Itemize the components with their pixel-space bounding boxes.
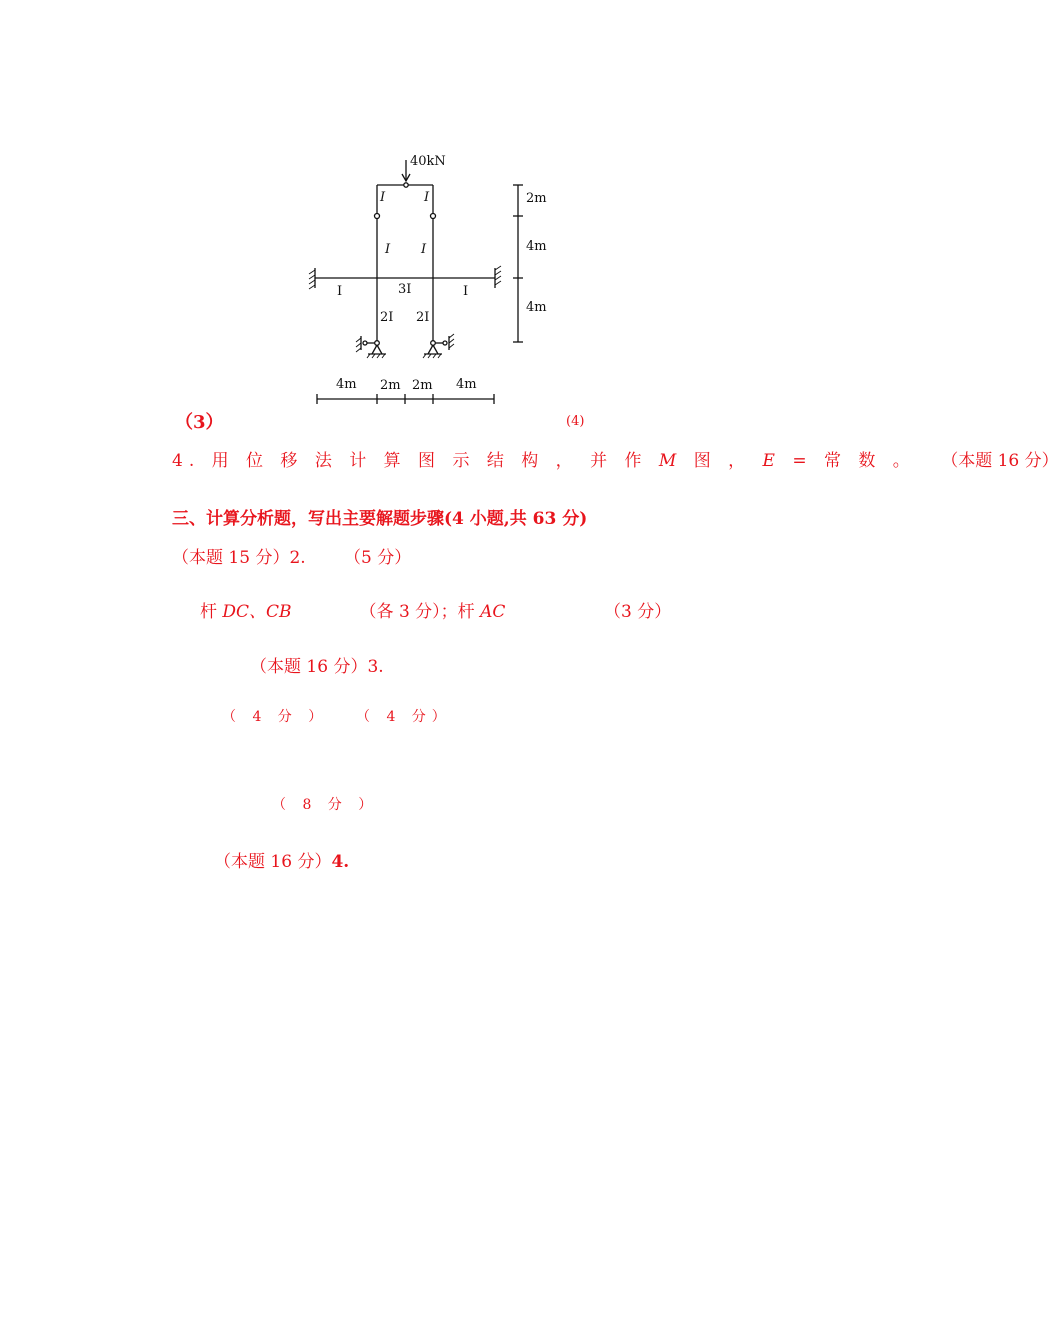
frame-diagram xyxy=(300,150,560,410)
member-label: I xyxy=(424,190,430,205)
answer-3-title: （本题 16 分）3. xyxy=(250,657,384,677)
members-dc-cb: DC、CB xyxy=(222,602,292,622)
member-label: I xyxy=(385,242,391,257)
dimension-label: 4m xyxy=(456,377,477,392)
question-4-score: （本题 16 分） xyxy=(941,451,1059,471)
question-4-text xyxy=(172,446,1059,471)
members-line xyxy=(200,597,505,622)
dimension-label: 4m xyxy=(526,300,547,315)
member-label: I xyxy=(380,190,386,205)
dimension-label: 2m xyxy=(380,378,401,393)
members-ac: AC xyxy=(480,602,506,622)
dimension-label: 4m xyxy=(526,239,547,254)
question-4-suffix: = 常 数 。 xyxy=(780,451,916,471)
member-label: 2I xyxy=(416,310,430,325)
structure-figure xyxy=(300,150,560,410)
modulus-symbol: E xyxy=(762,451,781,471)
section-3-heading: 三、计算分析题，写出主要解题步骤(4 小题,共 63 分) xyxy=(172,509,588,529)
score-4-a: （ 4 分 ） xyxy=(222,709,329,725)
answer-2-score: （5 分） xyxy=(344,548,412,568)
member-label: 3I xyxy=(398,282,412,297)
dimension-label: 4m xyxy=(336,377,357,392)
answer-2-title: （本题 15 分）2. xyxy=(172,548,306,568)
member-label: I xyxy=(463,284,469,299)
member-label: 2I xyxy=(380,310,394,325)
member-label: I xyxy=(337,284,343,299)
question-4-prefix: 4. 用 位 移 法 计 算 图 示 结 构 ， 并 作 xyxy=(172,451,659,471)
members-ac-score: （3 分） xyxy=(604,602,672,622)
answer-4-number: 4. xyxy=(331,852,350,872)
members-score-each: （各 3 分）；杆 xyxy=(359,602,481,622)
members-prefix: 杆 xyxy=(200,602,223,622)
part-label-4: (4) xyxy=(566,414,585,429)
dimension-label: 2m xyxy=(526,191,547,206)
score-4-b: （ 4 分） xyxy=(356,709,452,725)
member-label: I xyxy=(421,242,427,257)
answer-4-title xyxy=(214,847,349,872)
score-8: （ 8 分 ） xyxy=(272,797,379,813)
question-4-mid: 图 ， xyxy=(682,451,763,471)
moment-symbol: M xyxy=(658,451,683,471)
dimension-label: 2m xyxy=(412,378,433,393)
answer-4-label: （本题 16 分） xyxy=(214,852,332,872)
load-label: 40kN xyxy=(410,154,446,169)
part-label-3: （3） xyxy=(175,412,224,433)
